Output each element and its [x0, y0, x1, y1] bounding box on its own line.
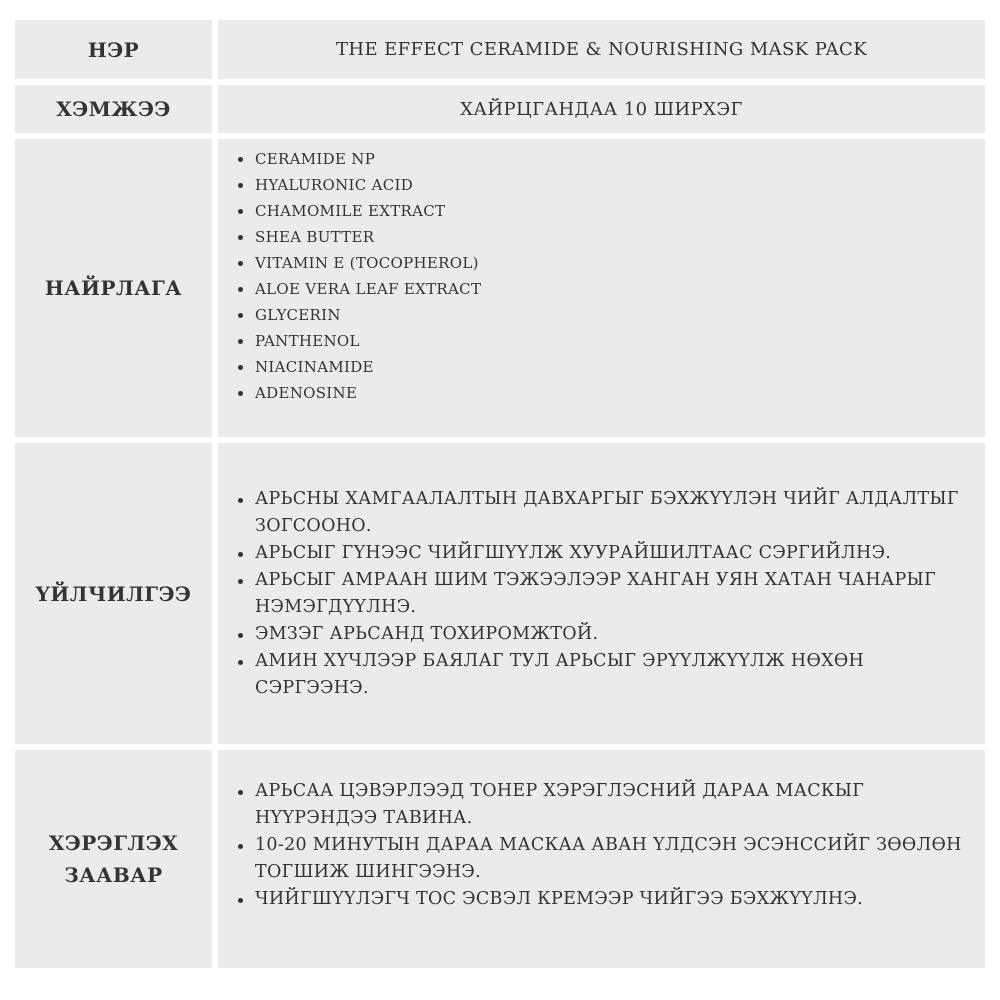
product-name: THE EFFECT CERAMIDE & NOURISHING MASK PACK [335, 39, 868, 60]
list-item: CERAMIDE NP [235, 146, 985, 172]
usage-value-cell [218, 750, 985, 968]
effect-label-cell [15, 443, 212, 744]
list-item: ЭМЗЭГ АРЬСАНД ТОХИРОМЖТОЙ. [235, 621, 975, 648]
usage-list [235, 778, 975, 913]
effect-label: ҮЙЛЧИЛГЭЭ [35, 581, 192, 606]
size-label-cell [15, 85, 212, 133]
size-value: ХАЙРЦГАНДАА 10 ШИРХЭГ [460, 98, 743, 120]
usage-label-line1: ХЭРЭГЛЭХ [48, 831, 179, 855]
list-item: CHAMOMILE EXTRACT [235, 198, 985, 224]
ingredients-label: НАЙРЛАГА [44, 276, 183, 300]
list-item: SHEA BUTTER [235, 224, 985, 250]
list-item: АРЬСЫГ ГҮНЭЭС ЧИЙГШҮҮЛЖ ХУУРАЙШИЛТААС СЭРГИЙЛНЭ. [235, 540, 975, 567]
effect-value-cell [218, 443, 985, 744]
effect-list [235, 486, 975, 702]
list-item: АРЬСАА ЦЭВЭРЛЭЭД ТОНЕР ХЭРЭГЛЭСНИЙ ДАРАА МАСКЫГ НҮҮРЭНДЭЭ ТАВИНА. [235, 778, 975, 832]
ingredients-value-cell [218, 139, 985, 437]
name-label: НЭР [87, 37, 140, 62]
list-item: АМИН ХҮЧЛЭЭР БАЯЛАГ ТУЛ АРЬСЫГ ЭРҮҮЛЖҮҮЛЖ НӨХӨН СЭРГЭЭНЭ. [235, 648, 975, 702]
list-item: GLYCERIN [235, 302, 985, 328]
ingredients-list [235, 146, 985, 406]
list-item: PANTHENOL [235, 328, 985, 354]
size-label: ХЭМЖЭЭ [56, 97, 171, 121]
list-item: АРЬСНЫ ХАМГААЛАЛТЫН ДАВХАРГЫГ БЭХЖҮҮЛЭН ЧИЙГ АЛДАЛТЫГ ЗОГСООНО. [235, 486, 975, 540]
usage-label-cell [15, 750, 212, 968]
usage-label-line2: ЗААВАР [64, 863, 163, 887]
list-item: АРЬСЫГ АМРААН ШИМ ТЭЖЭЭЛЭЭР ХАНГАН УЯН ХАТАН ЧАНАРЫГ НЭМЭГДҮҮЛНЭ. [235, 567, 975, 621]
list-item: NIACINAMIDE [235, 354, 985, 380]
list-item: HYALURONIC ACID [235, 172, 985, 198]
list-item: 10-20 МИНУТЫН ДАРАА МАСКАА АВАН ҮЛДСЭН ЭСЭНССИЙГ ЗӨӨЛӨН ТОГШИЖ ШИНГЭЭНЭ. [235, 832, 975, 886]
list-item: ЧИЙГШҮҮЛЭГЧ ТОС ЭСВЭЛ КРЕМЭЭР ЧИЙГЭЭ БЭХЖҮҮЛНЭ. [235, 886, 975, 913]
name-label-cell [15, 20, 212, 79]
list-item: VITAMIN E (TOCOPHEROL) [235, 250, 985, 276]
list-item: ALOE VERA LEAF EXTRACT [235, 276, 985, 302]
list-item: ADENOSINE [235, 380, 985, 406]
name-value-cell [218, 20, 985, 79]
size-value-cell [218, 85, 985, 133]
ingredients-label-cell [15, 139, 212, 437]
